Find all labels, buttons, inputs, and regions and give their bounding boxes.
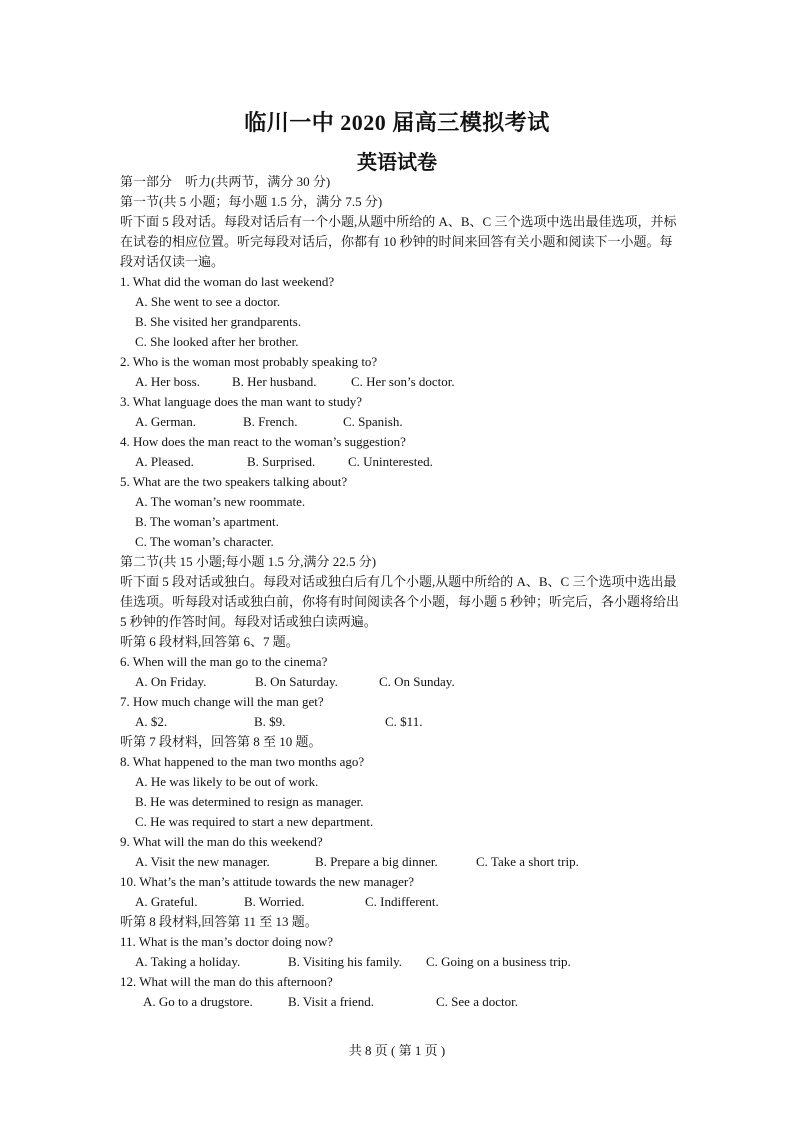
option-a: A. Visit the new manager.: [135, 854, 270, 869]
option-a: A. On Friday.: [135, 674, 207, 689]
section-heading: 第二节(共 15 小题;每小题 1.5 分,满分 22.5 分): [120, 554, 377, 569]
option-a: A. Her boss.: [135, 374, 200, 389]
option-a: A. She went to see a doctor.: [135, 294, 281, 309]
question-stem: 6. When will the man go to the cinema?: [120, 654, 328, 669]
option-row: [120, 852, 680, 872]
option-row: [120, 892, 680, 912]
option-a: A. The woman’s new roommate.: [135, 494, 306, 509]
option-c: C. She looked after her brother.: [135, 334, 299, 349]
option-b: B. Her husband.: [232, 374, 317, 389]
question-stem: 9. What will the man do this weekend?: [120, 834, 323, 849]
option-c: C. Spanish.: [343, 414, 403, 429]
option-b: B. Worried.: [244, 894, 305, 909]
part-heading: 第一部分 听力(共两节，满分 30 分): [120, 174, 331, 189]
option-row: [120, 952, 680, 972]
exam-content: [120, 172, 680, 1012]
option-b: B. The woman’s apartment.: [135, 514, 279, 529]
section-instructions: 听下面 5 段对话或独白。每段对话或独白后有几个小题,从题中所给的 A、B、C 三个选项中选出最佳选项。听每段对话或独白前，你将有时间阅读各个小题，每小题 5 秒钟；听完后，各小题将给出 5 秒钟的作答时间。每段对话或独白读两遍。: [120, 574, 680, 629]
section-instructions: 听下面 5 段对话。每段对话后有一个小题,从题中所给的 A、B、C 三个选项中选出最佳选项，并标在试卷的相应位置。听完每段对话后，你都有 10 秒钟的时间来回答有关小题和阅读下一小题。每段对话仅读一遍。: [120, 214, 677, 269]
option-row: [120, 992, 680, 1012]
option-a: A. Taking a holiday.: [135, 954, 241, 969]
option-b: B. $9.: [254, 714, 286, 729]
question-stem: 3. What language does the man want to study?: [120, 394, 363, 409]
option-a: A. $2.: [135, 714, 168, 729]
option-row: [120, 672, 680, 692]
question-stem: 8. What happened to the man two months ago?: [120, 754, 365, 769]
question-stem: 10. What’s the man’s attitude towards the new manager?: [120, 874, 414, 889]
page-subtitle: 英语试卷: [357, 152, 437, 174]
option-c: C. The woman’s character.: [135, 534, 274, 549]
option-c: C. Indifferent.: [365, 894, 439, 909]
option-b: B. She visited her grandparents.: [135, 314, 302, 329]
option-c: C. See a doctor.: [436, 994, 518, 1009]
option-b: B. French.: [243, 414, 298, 429]
option-c: C. $11.: [385, 714, 423, 729]
option-b: B. Surprised.: [247, 454, 316, 469]
option-c: C. Take a short trip.: [476, 854, 579, 869]
option-b: B. Visit a friend.: [288, 994, 374, 1009]
option-b: B. On Saturday.: [255, 674, 338, 689]
option-row: [120, 412, 680, 432]
option-a: A. He was likely to be out of work.: [135, 774, 319, 789]
material-heading: 听第 8 段材料,回答第 11 至 13 题。: [120, 914, 318, 929]
option-c: C. He was required to start a new department.: [135, 814, 374, 829]
question-stem: 1. What did the woman do last weekend?: [120, 274, 335, 289]
material-heading: 听第 7 段材料，回答第 8 至 10 题。: [120, 734, 322, 749]
material-heading: 听第 6 段材料,回答第 6、7 题。: [120, 634, 299, 649]
question-stem: 11. What is the man’s doctor doing now?: [120, 934, 334, 949]
page-footer: 共 8 页 ( 第 1 页 ): [348, 1043, 446, 1058]
question-stem: 2. Who is the woman most probably speaking to?: [120, 354, 378, 369]
option-a: A. German.: [135, 414, 197, 429]
option-c: C. Her son’s doctor.: [351, 374, 455, 389]
option-c: C. Going on a business trip.: [426, 954, 571, 969]
option-a: A. Grateful.: [135, 894, 198, 909]
option-b: B. He was determined to resign as manager.: [135, 794, 364, 809]
option-a: A. Pleased.: [135, 454, 194, 469]
question-stem: 5. What are the two speakers talking about?: [120, 474, 348, 489]
page-title: 临川一中 2020 届高三模拟考试: [244, 110, 550, 135]
section-heading: 第一节(共 5 小题；每小题 1.5 分，满分 7.5 分): [120, 194, 383, 209]
question-stem: 4. How does the man react to the woman’s suggestion?: [120, 434, 406, 449]
option-b: B. Prepare a big dinner.: [315, 854, 438, 869]
option-b: B. Visiting his family.: [288, 954, 403, 969]
question-stem: 7. How much change will the man get?: [120, 694, 324, 709]
option-c: C. Uninterested.: [348, 454, 433, 469]
option-c: C. On Sunday.: [379, 674, 455, 689]
option-row: [120, 452, 680, 472]
option-row: [120, 712, 680, 732]
option-a: A. Go to a drugstore.: [143, 994, 253, 1009]
question-stem: 12. What will the man do this afternoon?: [120, 974, 333, 989]
option-row: [120, 372, 680, 392]
